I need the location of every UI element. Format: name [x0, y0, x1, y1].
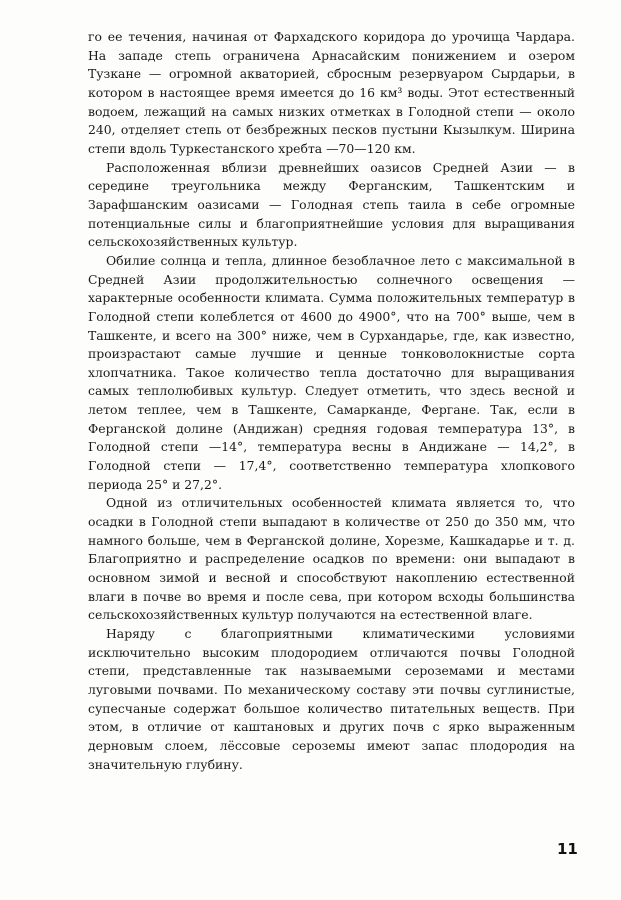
body-text: [88, 28, 575, 774]
paragraph-3: Обилие солнца и тепла, длинное безоблачное лето с максимальной в Средней Азии продолжительностью солнечного освещения — характерные особенности климата. Сумма положительных температур в Голодной степи колеблется от 4600 до 4900°, что на 700° выше, чем в Ташкенте, и всего на 300° ниже, чем в Сурхандарье, где, как известно, произрастают самые лучшие и ценные тонковолокнистые сорта хлопчатника. Такое количество тепла достаточно для выращивания самых теплолюбивых культур. Следует отметить, что здесь весной и летом теплее, чем в Ташкенте, Самарканде, Фергане. Так, если в Ферганской долине (Андижан) средняя годовая температура 13°, в Голодной степи —14°, температура весны в Андижане — 14,2°, в Голодной степи — 17,4°, соответственно температура хлопкового периода 25° и 27,2°.: [88, 252, 575, 492]
page-number: 11: [557, 840, 578, 858]
paragraph-1: го ее течения, начиная от Фархадского коридора до урочища Чардара. На западе степь ограничена Арнасайским понижением и озером Тузкане — огромной акваторией, сбросным резервуаром Сырдарьи, в котором в настоящее время имеется до 16 км³ воды. Этот естественный водоем, лежащий на самых низких отметках в Голодной степи — около 240, отделяет степь от безбрежных песков пустыни Кызылкум. Ширина степи вдоль Туркестанского хребта —70—120 км.: [88, 29, 575, 156]
paragraph-4: Одной из отличительных особенностей климата является то, что осадки в Голодной степи выпадают в количестве от 250 до 350 мм, что намного больше, чем в Ферганской долине, Хорезме, Кашкадарье и т. д. Благоприятно и распределение осадков по времени: они выпадают в основном зимой и весной и способствуют накоплению естественной влаги в почве во время и после сева, при котором всходы большинства сельскохозяйственных культур получаются на естественной влаге.: [88, 495, 575, 623]
paragraph-5: Наряду с благоприятными климатическими условиями исключительно высоким плодородием отличаются почвы Голодной степи, представленные так называемыми сероземами и местами луговыми почвами. По механическому составу эти почвы суглинистые, супесчаные содержат большое количество питательных веществ. При этом, в отличие от каштановых и других почв с ярко выраженным дерновым слоем, лёссовые сероземы имеют запас плодородия на значительную глубину.: [88, 626, 575, 772]
paragraph-2: Расположенная вблизи древнейших оазисов Средней Азии — в середине треугольника между Ферганским, Ташкентским и Зарафшанским оазисами — Голодная степь таила в себе огромные потенциальные силы и благоприятнейшие условия для выращивания сельскохозяйственных культур.: [88, 159, 575, 250]
